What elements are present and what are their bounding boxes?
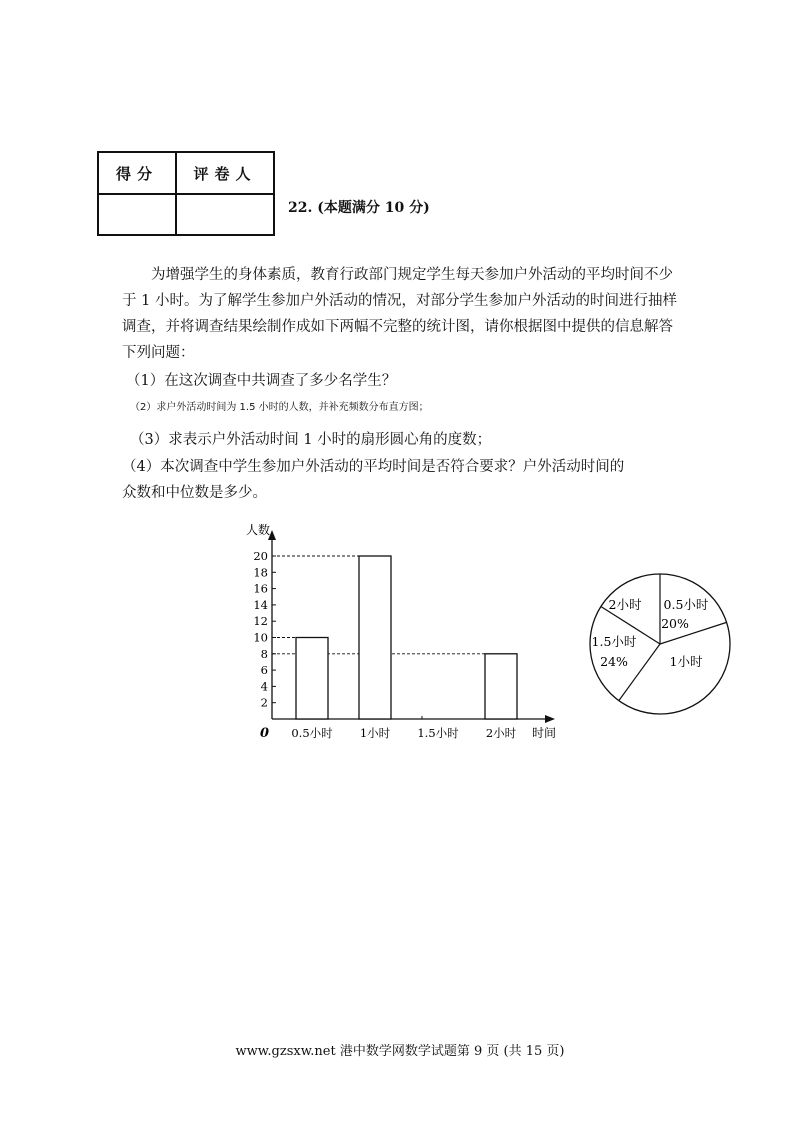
y-tick-label: 2 [260, 695, 268, 710]
slice-label-0: 0.5小时 [663, 597, 709, 612]
x-category-label: 2小时 [485, 726, 517, 740]
score-header: 得分 [98, 152, 176, 194]
x-category-label: 0.5小时 [291, 726, 333, 740]
y-tick-label: 6 [260, 663, 268, 678]
x-axis-label: 时间 [532, 726, 557, 740]
y-tick-label: 10 [253, 630, 268, 645]
y-tick-label: 12 [253, 614, 268, 629]
y-axis-label: 人数 [246, 523, 271, 537]
question-1: （1）在这次调查中共调查了多少名学生？ [126, 373, 397, 389]
y-tick-label: 20 [253, 549, 268, 563]
grader-cell[interactable] [176, 194, 274, 235]
question-2: （2）求户外活动时间为 1.5 小时的人数，并补充频数分布直方图； [130, 402, 429, 413]
bar-0 [296, 638, 328, 720]
question-intro: 为增强学生的身体素质，教育行政部门规定学生每天参加户外活动的平均时间不少于 1 小时。为了解学生参加户外活动的情况，对部分学生参加户外活动的时间进行抽样调查，并将调查结果绘制作成如下两幅不完整的统计图，请你根据图中提供的信息解答下列问题： [122, 267, 677, 361]
x-axis-arrow [545, 715, 555, 723]
bar-1 [359, 556, 391, 719]
slice-label-1: 1小时 [669, 654, 703, 669]
grader-header: 评卷人 [176, 152, 274, 194]
origin-label: 0 [260, 726, 270, 741]
slice-label-2: 1.5小时 [591, 634, 637, 649]
frequency-histogram [230, 515, 570, 750]
question-4-line-2: 众数和中位数是多少。 [122, 485, 267, 501]
page-footer: www.gzsxw.net 港中数学网数学试题第 9 页 (共 15 页) [235, 1044, 565, 1059]
score-table [97, 151, 275, 236]
x-category-label: 1小时 [359, 726, 391, 740]
bar-3 [485, 654, 517, 719]
question-3: （3）求表示户外活动时间 1 小时的扇形圆心角的度数； [130, 432, 492, 448]
slice-percent-0: 20% [661, 616, 689, 631]
y-tick-label: 14 [253, 597, 268, 612]
y-tick-label: 8 [260, 646, 268, 661]
y-tick-label: 18 [253, 565, 268, 580]
question-4-line-1: （4）本次调查中学生参加户外活动的平均时间是否符合要求？户外活动时间的 [122, 459, 625, 475]
slice-label-3: 2小时 [608, 597, 642, 612]
x-category-label: 1.5小时 [417, 726, 459, 740]
y-tick-label: 16 [253, 581, 268, 596]
question-heading: 22. (本题满分 10 分) [288, 200, 430, 216]
y-tick-label: 4 [260, 679, 268, 694]
pie-chart [582, 568, 742, 728]
score-cell[interactable] [98, 194, 176, 235]
slice-percent-2: 24% [600, 654, 628, 669]
